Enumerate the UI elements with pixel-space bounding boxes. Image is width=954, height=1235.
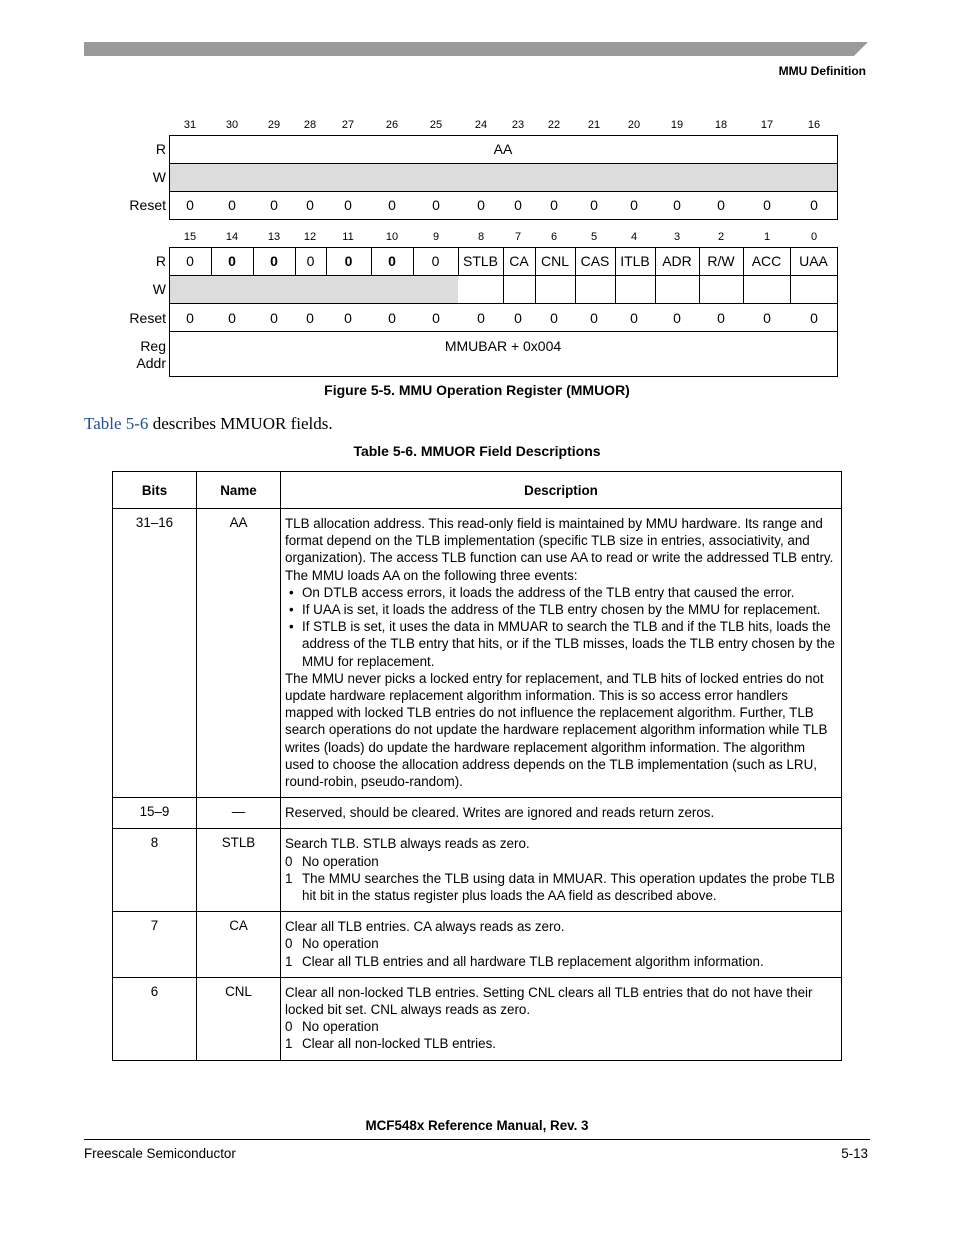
option-value: 0 bbox=[285, 853, 293, 869]
table-row bbox=[113, 829, 842, 912]
desc-bullet: • If UAA is set, it loads the address of the TLB entry chosen by the MMU for replacement. bbox=[285, 601, 837, 618]
header-bar bbox=[84, 42, 868, 56]
field-description-table bbox=[112, 471, 842, 1061]
intro-text: describes MMUOR fields. bbox=[148, 414, 333, 433]
desc-option bbox=[285, 1035, 837, 1052]
reserved-bit: 0 bbox=[431, 253, 440, 269]
reset-value: 0 bbox=[477, 197, 485, 213]
write-row-shade bbox=[170, 164, 837, 191]
reserved-bit: 0 bbox=[270, 253, 278, 269]
row-name: STLB bbox=[197, 829, 281, 912]
reg-address: MMUBAR + 0x004 bbox=[444, 338, 562, 354]
desc-option bbox=[285, 870, 837, 904]
row-label: R bbox=[155, 141, 166, 157]
reset-value: 0 bbox=[228, 197, 236, 213]
option-text: The MMU searches the TLB using data in MMUAR. This operation updates the probe TLB hit bit in the status register plus loads the AA field as described above. bbox=[302, 870, 835, 904]
bit-number: 19 bbox=[670, 119, 684, 131]
bit-number: 0 bbox=[810, 231, 818, 243]
figure-caption: Figure 5-5. MMU Operation Register (MMUOR) bbox=[324, 382, 630, 398]
bit-number: 5 bbox=[590, 231, 598, 243]
row-description bbox=[281, 798, 842, 829]
reset-value: 0 bbox=[344, 310, 352, 326]
option-value: 1 bbox=[285, 870, 293, 886]
reset-value: 0 bbox=[514, 197, 522, 213]
desc-option bbox=[285, 935, 837, 952]
bit-number: 27 bbox=[341, 119, 355, 131]
bit-number: 8 bbox=[477, 231, 485, 243]
field-bit: CNL bbox=[540, 253, 569, 269]
field-bit: ITLB bbox=[620, 253, 650, 269]
bit-number: 12 bbox=[303, 231, 317, 243]
desc-option bbox=[285, 853, 837, 870]
row-bits: 31–16 bbox=[113, 509, 197, 798]
table-link[interactable]: Table 5-6 bbox=[84, 414, 149, 433]
bit-number: 11 bbox=[342, 231, 354, 243]
reset-value: 0 bbox=[186, 310, 194, 326]
row-bits: 8 bbox=[113, 829, 197, 912]
bit-number: 26 bbox=[385, 119, 399, 131]
row-name: — bbox=[197, 798, 281, 829]
reset-value: 0 bbox=[590, 197, 598, 213]
bit-number: 2 bbox=[717, 231, 725, 243]
grid-line bbox=[169, 135, 838, 136]
desc-paragraph: Search TLB. STLB always reads as zero. bbox=[285, 836, 530, 852]
bit-number: 10 bbox=[385, 231, 399, 243]
reset-value: 0 bbox=[550, 197, 558, 213]
bit-number: 28 bbox=[303, 119, 317, 131]
row-label: W bbox=[152, 169, 166, 185]
option-value: 0 bbox=[285, 1019, 293, 1035]
reset-value: 0 bbox=[306, 310, 314, 326]
desc-paragraph: Clear all non-locked TLB entries. Setting CNL clears all TLB entries that do not have their locked bit set. CNL always reads as zero. bbox=[285, 984, 813, 1018]
reset-value: 0 bbox=[550, 310, 558, 326]
row-description bbox=[281, 509, 842, 798]
bit-number: 25 bbox=[429, 119, 443, 131]
row-description bbox=[281, 977, 842, 1060]
bit-number: 15 bbox=[183, 231, 197, 243]
bit-number: 29 bbox=[267, 119, 281, 131]
reset-value: 0 bbox=[228, 310, 236, 326]
reset-value: 0 bbox=[270, 310, 278, 326]
bit-number: 6 bbox=[550, 231, 558, 243]
bit-number: 16 bbox=[807, 119, 821, 131]
reset-value: 0 bbox=[432, 310, 440, 326]
row-name: CA bbox=[197, 912, 281, 978]
bit-number: 30 bbox=[225, 119, 239, 131]
row-label: Addr bbox=[136, 355, 166, 371]
row-description bbox=[281, 912, 842, 978]
bit-number: 14 bbox=[225, 231, 239, 243]
field-bit: R/W bbox=[707, 253, 735, 269]
bit-number: 21 bbox=[587, 119, 601, 131]
row-name: CNL bbox=[197, 977, 281, 1060]
field-bit: ADR bbox=[662, 253, 692, 269]
bit-number: 22 bbox=[547, 119, 561, 131]
bit-number: 9 bbox=[432, 231, 440, 243]
reset-value: 0 bbox=[590, 310, 598, 326]
grid-line bbox=[169, 331, 838, 332]
header-bits: Bits bbox=[113, 472, 197, 509]
option-text: No operation bbox=[302, 1019, 379, 1035]
bit-number: 31 bbox=[183, 119, 197, 131]
table-header-row bbox=[113, 472, 842, 509]
reserved-bit: 0 bbox=[306, 253, 315, 269]
reset-value: 0 bbox=[630, 197, 638, 213]
reserved-bit: 0 bbox=[344, 253, 353, 269]
row-label: R bbox=[155, 253, 166, 269]
bit-number: 1 bbox=[763, 231, 771, 243]
row-label: Reg bbox=[140, 338, 166, 354]
reserved-bit: 0 bbox=[228, 253, 236, 269]
reset-value: 0 bbox=[717, 197, 725, 213]
row-label: W bbox=[152, 281, 166, 297]
row-name: AA bbox=[197, 509, 281, 798]
reset-value: 0 bbox=[763, 197, 771, 213]
desc-option bbox=[285, 1018, 837, 1035]
header-description: Description bbox=[281, 472, 842, 509]
bit-number: 17 bbox=[760, 119, 774, 131]
option-value: 1 bbox=[285, 1036, 293, 1052]
field-bit: UAA bbox=[799, 253, 828, 269]
option-text: No operation bbox=[302, 936, 379, 952]
section-title: MMU Definition bbox=[778, 64, 866, 78]
grid-line bbox=[169, 275, 459, 276]
row-bits: 7 bbox=[113, 912, 197, 978]
table-row bbox=[113, 509, 842, 798]
row-label: Reset bbox=[129, 310, 166, 326]
grid-line bbox=[169, 191, 838, 192]
bit-number: 20 bbox=[627, 119, 641, 131]
reset-value: 0 bbox=[344, 197, 352, 213]
bit-number: 18 bbox=[714, 119, 728, 131]
desc-bullet: • If STLB is set, it uses the data in MMUAR to search the TLB and if the TLB hits, loads the address of the TLB entry that hits, or if the TLB misses, loads the TLB entry chosen by the MMU for replacement. bbox=[285, 618, 837, 670]
bit-number: 4 bbox=[630, 231, 638, 243]
reset-value: 0 bbox=[432, 197, 440, 213]
reset-value: 0 bbox=[717, 310, 725, 326]
footer-rule bbox=[84, 1139, 870, 1140]
field-aa: AA bbox=[493, 141, 513, 157]
bit-number: 7 bbox=[514, 231, 522, 243]
bit-number: 24 bbox=[474, 119, 488, 131]
grid-line bbox=[169, 219, 838, 220]
option-text: Clear all non-locked TLB entries. bbox=[302, 1036, 497, 1052]
field-bit: STLB bbox=[462, 253, 498, 269]
reset-value: 0 bbox=[673, 310, 681, 326]
reset-value: 0 bbox=[673, 197, 681, 213]
field-bit: CA bbox=[509, 253, 529, 269]
table-row bbox=[113, 977, 842, 1060]
grid-line bbox=[458, 275, 838, 276]
bit-number: 3 bbox=[673, 231, 681, 243]
row-bits: 6 bbox=[113, 977, 197, 1060]
footer-title: MCF548x Reference Manual, Rev. 3 bbox=[365, 1118, 589, 1133]
desc-paragraph: TLB allocation address. This read-only field is maintained by MMU hardware. Its range and format depend on the TLB implementation (specific TLB size in entries, associativity, and organization). The access TLB function can use AA to read or write the addressed TLB entry. The MMU loads AA on the following three events: bbox=[285, 516, 834, 583]
reset-value: 0 bbox=[810, 197, 818, 213]
reset-value: 0 bbox=[388, 310, 396, 326]
bit-number: 13 bbox=[267, 231, 281, 243]
reset-value: 0 bbox=[763, 310, 771, 326]
option-value: 0 bbox=[285, 936, 293, 952]
reset-value: 0 bbox=[810, 310, 818, 326]
table-caption: Table 5-6. MMUOR Field Descriptions bbox=[353, 443, 601, 459]
footer-company: Freescale Semiconductor bbox=[84, 1146, 236, 1161]
intro-paragraph bbox=[84, 414, 333, 434]
field-bit: CAS bbox=[580, 253, 610, 269]
reset-value: 0 bbox=[514, 310, 522, 326]
grid-line bbox=[837, 135, 838, 220]
reset-value: 0 bbox=[306, 197, 314, 213]
option-text: Clear all TLB entries and all hardware TLB replacement algorithm information. bbox=[302, 953, 764, 969]
option-text: No operation bbox=[302, 853, 379, 869]
bit-number: 23 bbox=[511, 119, 525, 131]
table-row bbox=[113, 798, 842, 829]
desc-bullet: • On DTLB access errors, it loads the address of the TLB entry that caused the error. bbox=[285, 584, 837, 601]
reserved-bit: 0 bbox=[186, 253, 194, 269]
row-description bbox=[281, 829, 842, 912]
grid-line bbox=[837, 247, 838, 377]
reset-value: 0 bbox=[186, 197, 194, 213]
reset-value: 0 bbox=[270, 197, 278, 213]
desc-paragraph: Clear all TLB entries. CA always reads as zero. bbox=[285, 919, 565, 935]
reset-value: 0 bbox=[630, 310, 638, 326]
desc-paragraph: The MMU never picks a locked entry for replacement, and TLB hits of locked entries do not update hardware replacement algorithm information. This is so access error handlers mapped with locked TLB entries do not influence the replacement algorithm. Further, TLB search operations do not update the hardware replacement algorithm information while TLB writes (loads) do update the hardware replacement algorithm information. The algorithm used to choose the allocation address depends on the TLB implementation (such as LRU, round-robin, pseudo-random). bbox=[285, 670, 828, 790]
row-label: Reset bbox=[129, 197, 166, 213]
option-value: 1 bbox=[285, 953, 293, 969]
table-row bbox=[113, 912, 842, 978]
desc-paragraph: Reserved, should be cleared. Writes are ignored and reads return zeros. bbox=[285, 805, 715, 821]
reserved-bit: 0 bbox=[388, 253, 396, 269]
reset-value: 0 bbox=[477, 310, 485, 326]
write-row-shade bbox=[170, 276, 458, 303]
grid-line bbox=[169, 163, 838, 164]
desc-option bbox=[285, 953, 837, 970]
field-bit: ACC bbox=[751, 253, 782, 269]
row-bits: 15–9 bbox=[113, 798, 197, 829]
header-name: Name bbox=[197, 472, 281, 509]
reset-value: 0 bbox=[388, 197, 396, 213]
page-number: 5-13 bbox=[841, 1146, 868, 1161]
grid-line bbox=[169, 376, 838, 377]
